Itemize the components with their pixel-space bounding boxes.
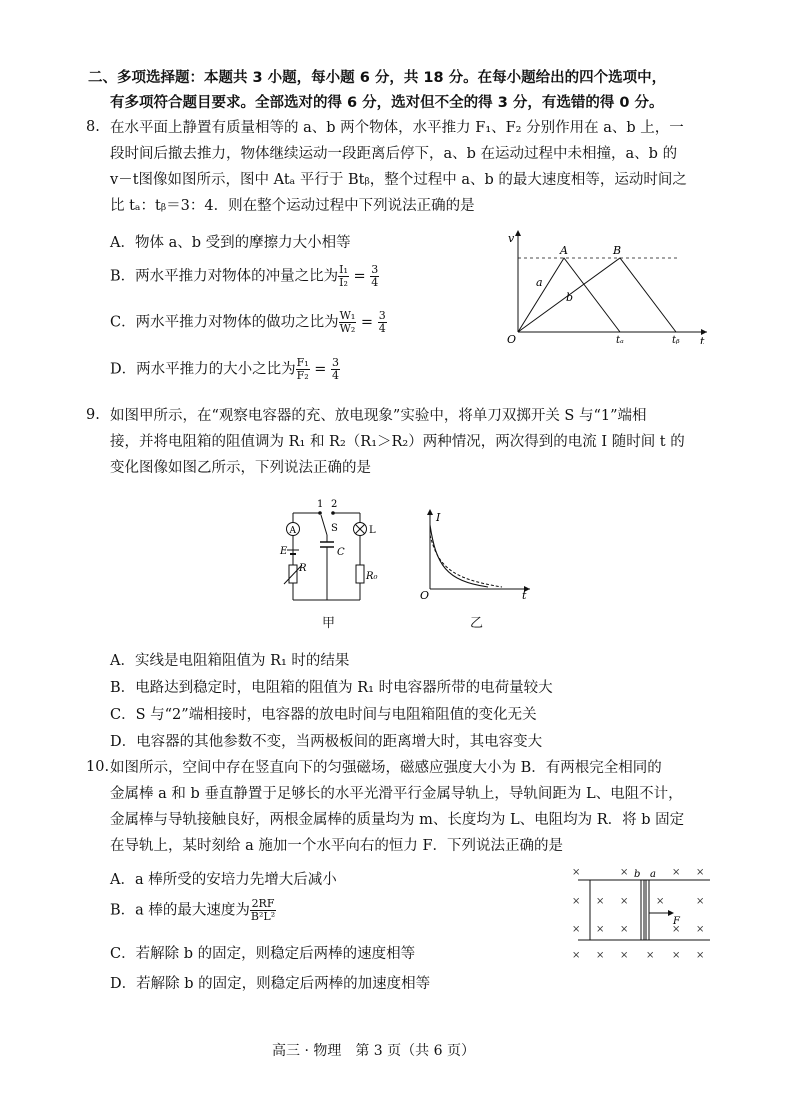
label-F: F xyxy=(673,916,680,927)
switch-label: S xyxy=(331,523,338,534)
capacitor-label: C xyxy=(337,547,345,558)
field-cross-icon: × xyxy=(646,950,655,961)
switch-terminal-2 xyxy=(331,511,335,515)
field-cross-icon: × xyxy=(696,950,705,961)
field-cross-icon: × xyxy=(572,896,581,907)
q8-option-d-text: D．两水平推力的大小之比为 xyxy=(110,361,296,378)
q8-vt-graph xyxy=(502,226,712,344)
q9-option-a: A．实线是电阻箱阻值为 R₁ 时的结果 xyxy=(110,653,350,669)
frac-numerator: F₁ xyxy=(296,356,309,369)
q9-line-2: 接，并将电阻箱的阻值调为 R₁ 和 R₂（R₁＞R₂）两种情况，两次得到的电流 I 随时间 t 的 xyxy=(110,434,685,450)
field-cross-icon: × xyxy=(596,950,605,961)
frac-denominator: I₂ xyxy=(339,276,348,289)
q9-option-d: D．电容器的其他参数不变，当两极板间的距离增大时，其电容变大 xyxy=(110,734,543,750)
field-cross-icon: × xyxy=(656,896,665,907)
q9-option-b: B．电路达到稳定时，电阻箱的阻值为 R₁ 时电容器所带的电荷量较大 xyxy=(110,680,553,696)
terminal-2-label: 2 xyxy=(331,499,338,510)
frac-denominator: F₂ xyxy=(296,369,309,382)
terminal-1-label: 1 xyxy=(317,499,324,510)
equals-sign: = xyxy=(360,314,374,331)
label-a: a xyxy=(536,276,543,289)
label-b: b xyxy=(566,291,574,304)
frac-numerator: 3 xyxy=(371,263,379,276)
field-cross-icon: × xyxy=(620,896,629,907)
q8-line-2: 段时间后撤去推力，物体继续运动一段距离后停下，a、b 在运动过程中未相撞，a、b 的 xyxy=(110,146,678,162)
section-header-line1: 二、多项选择题：本题共 3 小题，每小题 6 分，共 18 分。在每小题给出的四个选项中， xyxy=(88,70,667,86)
solid-curve xyxy=(430,525,488,587)
q9-number: 9. xyxy=(86,407,100,423)
i-axis-arrow-icon xyxy=(427,509,433,515)
label-origin: O xyxy=(507,333,517,344)
switch-blade xyxy=(321,515,327,535)
v-axis-arrow-icon xyxy=(515,230,521,236)
label-A: A xyxy=(560,244,568,257)
q8-option-a: A．物体 a、b 受到的摩擦力大小相等 xyxy=(110,235,351,251)
page-footer: 高三 · 物理 第 3 页（共 6 页） xyxy=(272,1043,475,1059)
q8-option-c-ratio xyxy=(378,310,387,335)
q8-option-b-fraction xyxy=(338,264,349,289)
label-ta: tₐ xyxy=(616,335,624,344)
frac-denominator: 4 xyxy=(371,276,379,289)
frac-numerator: W₁ xyxy=(339,309,356,322)
lamp-label: L xyxy=(369,525,376,536)
frac-numerator: 2RF xyxy=(251,897,275,910)
section-header-line2: 有多项符合题目要求。全部选对的得 6 分，选对但不全的得 3 分，有选错的得 0 分。 xyxy=(110,95,664,111)
q8-line-4: 比 tₐ：tᵦ＝3：4．则在整个运动过程中下列说法正确的是 xyxy=(110,198,475,214)
q10-rail-diagram xyxy=(560,862,720,962)
q9-line-1: 如图甲所示，在“观察电容器的充、放电现象”实验中，将单刀双掷开关 S 与“1”端相 xyxy=(110,408,647,424)
r0-label: R₀ xyxy=(366,571,378,582)
frac-numerator: I₁ xyxy=(339,263,348,276)
q10-line-2: 金属棒 a 和 b 垂直静置于足够长的水平光滑平行金属导轨上，导轨间距为 L、电阻不计， xyxy=(110,786,683,802)
label-t: t xyxy=(700,335,705,344)
frac-denominator: 4 xyxy=(378,322,386,335)
q10-line-4: 在导轨上，某时刻给 a 施加一个水平向右的恒力 F．下列说法正确的是 xyxy=(110,838,564,854)
line-b xyxy=(518,258,676,332)
field-cross-icon: × xyxy=(672,867,681,878)
label-t: t xyxy=(522,589,527,599)
resistor-label: R xyxy=(299,563,307,574)
field-cross-icon: × xyxy=(696,924,705,935)
q10-line-1: 如图所示，空间中存在竖直向下的匀强磁场，磁感应强度大小为 B．有两根完全相同的 xyxy=(110,760,662,776)
q8-line-3: v－t图像如图所示，图中 Atₐ 平行于 Btᵦ，整个过程中 a、b 的最大速度相等，运动时间之 xyxy=(110,172,687,188)
field-cross-icon: × xyxy=(620,867,629,878)
label-I: I xyxy=(436,511,441,524)
q8-option-b-ratio xyxy=(370,264,379,289)
q10-option-a: A．a 棒所受的安培力先增大后减小 xyxy=(110,872,337,888)
frac-numerator: 3 xyxy=(378,309,386,322)
q10-option-b xyxy=(110,898,276,923)
q8-option-d-ratio xyxy=(331,357,340,382)
frac-denominator: B²L² xyxy=(250,910,276,923)
field-cross-icon: × xyxy=(596,924,605,935)
frac-numerator: 3 xyxy=(332,356,340,369)
q8-option-b-text: B．两水平推力对物体的冲量之比为 xyxy=(110,268,339,285)
q8-option-d xyxy=(110,357,340,382)
field-cross-icon: × xyxy=(572,950,581,961)
label-a: a xyxy=(650,869,656,880)
circuit-caption: 甲 xyxy=(322,616,336,631)
label-b: b xyxy=(634,869,641,880)
q8-option-d-fraction xyxy=(296,357,310,382)
field-cross-icon: × xyxy=(620,924,629,935)
resistor-r0-icon xyxy=(356,565,364,583)
battery-label: E xyxy=(280,546,288,557)
field-cross-icon: × xyxy=(696,867,705,878)
q8-number: 8. xyxy=(86,119,100,135)
q10-option-d: D．若解除 b 的固定，则稳定后两棒的加速度相等 xyxy=(110,976,431,992)
q9-current-graph xyxy=(418,507,533,599)
label-tb: tᵦ xyxy=(672,335,680,344)
magnetic-field-crosses xyxy=(572,867,704,961)
equals-sign: = xyxy=(353,268,366,285)
q9-option-c: C．S 与“2”端相接时，电容器的放电时间与电阻箱阻值的变化无关 xyxy=(110,707,537,723)
q8-option-c xyxy=(110,310,387,335)
ammeter-label: A xyxy=(289,526,296,536)
field-cross-icon: × xyxy=(696,896,705,907)
q8-option-c-fraction xyxy=(339,310,357,335)
switch-terminal-1 xyxy=(318,511,322,515)
field-cross-icon: × xyxy=(672,950,681,961)
frac-denominator: 4 xyxy=(332,369,340,382)
field-cross-icon: × xyxy=(572,924,581,935)
graph-caption: 乙 xyxy=(470,616,484,631)
field-cross-icon: × xyxy=(572,867,581,878)
q8-line-1: 在水平面上静置有质量相等的 a、b 两个物体，水平推力 F₁、F₂ 分别作用在 a、b 上，一 xyxy=(110,120,684,136)
q10-option-c: C．若解除 b 的固定，则稳定后两棒的速度相等 xyxy=(110,946,416,962)
q8-option-c-text: C．两水平推力对物体的做功之比为 xyxy=(110,314,339,331)
equals-sign: = xyxy=(314,361,327,378)
q10-line-3: 金属棒与导轨接触良好，两根金属棒的质量均为 m、长度均为 L、电阻均为 R．将 b 固定 xyxy=(110,812,685,828)
field-cross-icon: × xyxy=(596,896,605,907)
frac-denominator: W₂ xyxy=(339,322,356,335)
label-origin: O xyxy=(420,589,430,599)
field-cross-icon: × xyxy=(620,950,629,961)
label-v: v xyxy=(508,232,515,245)
field-cross-icon: × xyxy=(672,924,681,935)
q9-line-3: 变化图像如图乙所示，下列说法正确的是 xyxy=(110,460,371,476)
q10-option-b-fraction xyxy=(250,898,276,923)
q9-circuit-diagram xyxy=(275,495,385,630)
q8-option-b xyxy=(110,264,379,289)
q10-option-b-text: B．a 棒的最大速度为 xyxy=(110,902,250,919)
label-B: B xyxy=(613,244,622,257)
q10-number: 10. xyxy=(86,759,110,775)
